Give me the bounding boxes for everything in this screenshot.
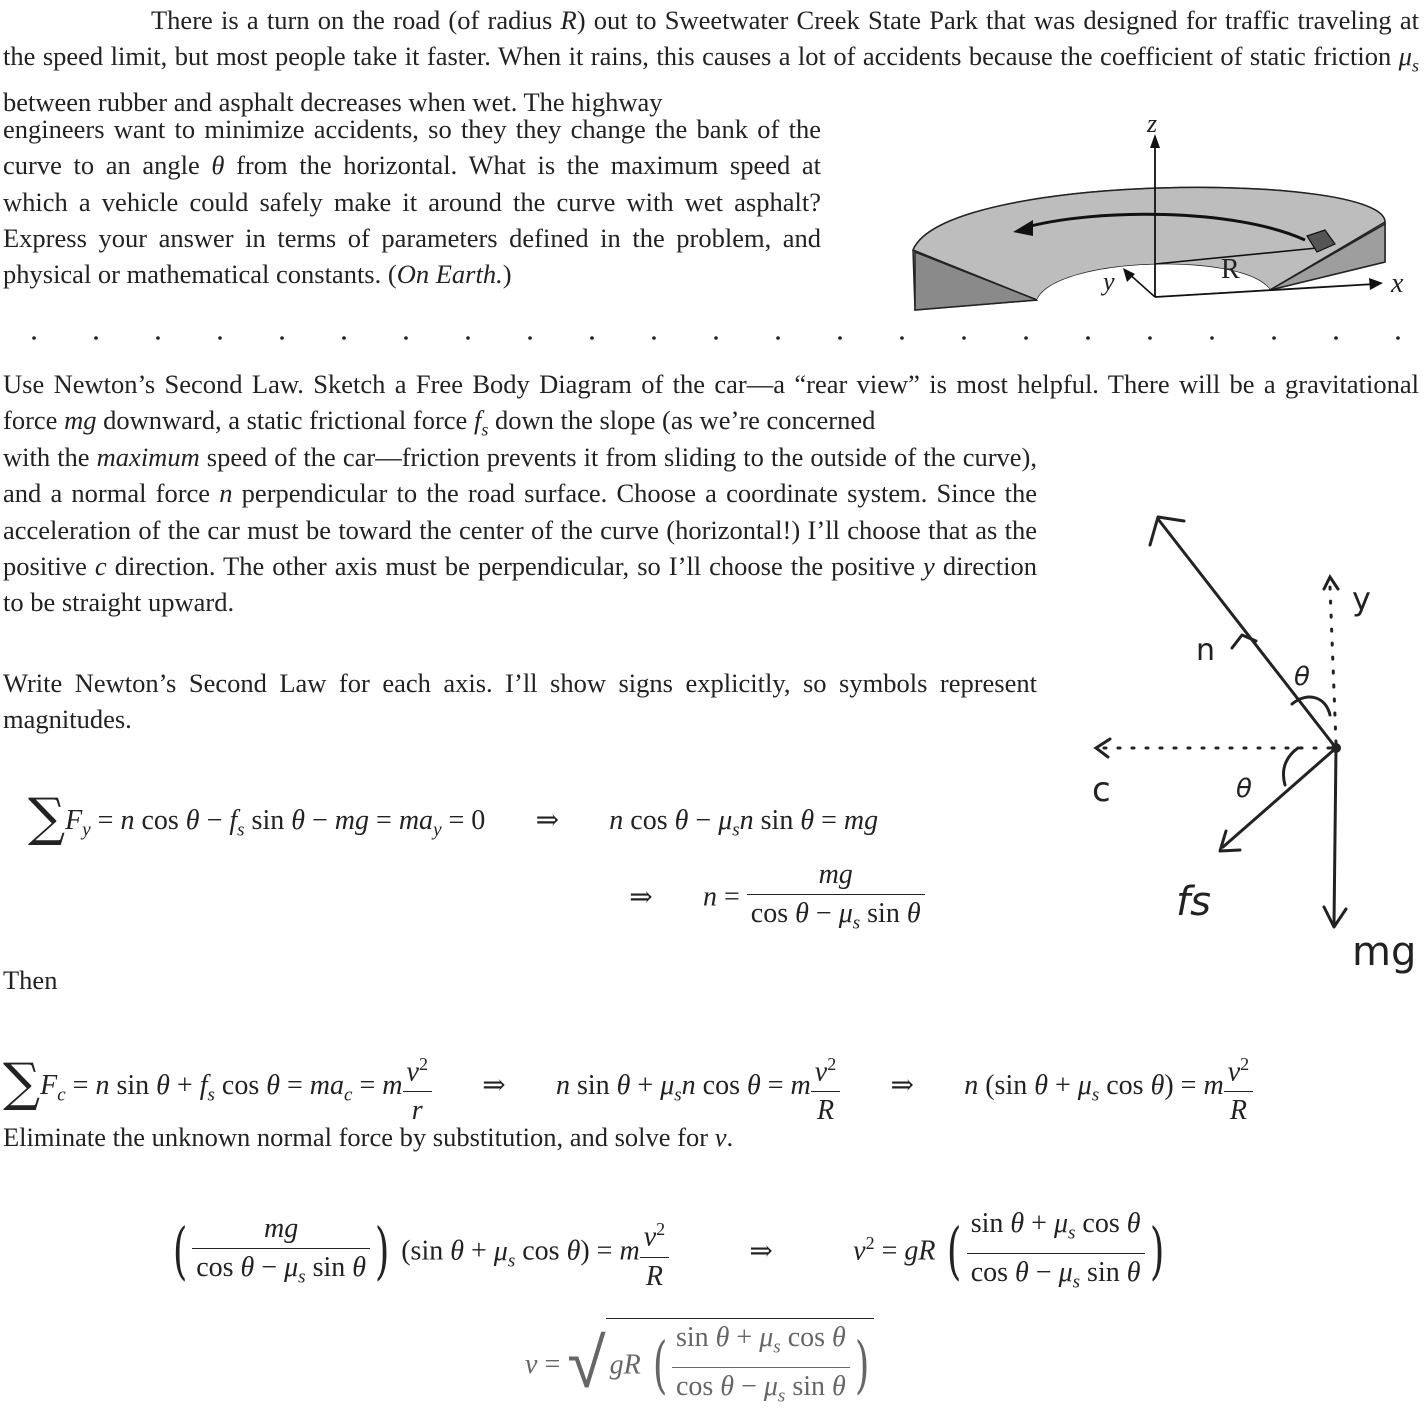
problem-line2: engineers want to minimize accidents, so they they change the bank of the curve to an angle θ from the horizontal. What is the maximum speed at which a vehicle could safely make it around the curve with wet asphalt? Express your answer in terms of parameters defined in the problem, and physical or mathematical constants. (On Earth.) — [3, 114, 821, 290]
banked-road-figure — [905, 112, 1410, 322]
equation-normal-force: ⇒ n = $\frac{mg}{\cos \theta - \mu_s \sin \theta}$ — [586, 856, 925, 943]
section-separator — [3, 318, 1419, 348]
fbd-label-theta-top: θ — [1294, 662, 1310, 692]
solution-para2: Write Newton’s Second Law for each axis. I’ll show signs explicitly, so symbols represent magnitudes. — [3, 668, 1037, 735]
fbd-label-c: c — [1092, 770, 1111, 810]
solution-para1-full: Use Newton’s Second Law. Sketch a Free Body Diagram of the car—a “rear view” is most helpful. There will be a gravitational force mg downward, a static frictional force $f_s$ down the slope (as we’re concerned — [3, 369, 1419, 440]
fbd-label-theta-bottom: θ — [1236, 774, 1252, 804]
road-label-x: x — [1391, 268, 1404, 299]
equation-sum-fy: $\sum F_y = n$ $\cos \theta - f_s$ sin θ − mg = $ma_y = 0$ ⇒ n $\cos \theta - \mu_sn$ sin θ = mg — [28, 788, 879, 848]
equation-final-answer: v = √ gR ( $\frac{\sin \theta + \mu_s \cos \theta}{\cos \theta - \mu_s \sin \theta}$ ) — [525, 1318, 874, 1415]
fbd-label-fs: fs — [1176, 879, 1211, 925]
equation-sum-fc: $\sum F_c = n$ $\sin \theta + f_s$ $\cos \theta = ma_c = m$ $\frac{v^2}{r}$ ⇒ n $\sin \theta + \mu_sn$ cos θ = m $\frac{v^2}{R}$ ⇒ n (sin $\theta + \mu_s$ cos θ) = m $\frac{v^2}{R}$ — [3, 1045, 1253, 1130]
fbd-label-y: y — [1352, 580, 1371, 618]
fbd-label-mg: mg — [1352, 929, 1417, 975]
road-label-R: R — [1221, 254, 1240, 285]
problem-line1: There is a turn on the road (of radius R) out to Sweetwater Creek State Park that was designed for traffic traveling at the speed limit, but most people take it faster. When it rains, this causes a lot of accidents because the coefficient of static friction $\mu_s$ between rubber and asphalt decreases when wet. The highway — [3, 5, 1419, 117]
equation-substitution: ( $\frac{mg}{\cos \theta - \mu_s \sin \theta}$ ) (sin $\theta + \mu_s$ cos θ) = m $\frac{v^2}{R}$ ⇒ $v^2$ = gR ( $\frac{\sin \theta + \mu_s \cos \theta}{\cos \theta - \mu_s \sin \theta}$ ) — [168, 1205, 1169, 1301]
solution-then: Then — [3, 965, 58, 995]
road-label-y: y — [1103, 267, 1115, 296]
solution-para1-rest: with the maximum speed of the car—friction prevents it from sliding to the outside of the curve), and a normal force n perpendicular to the road surface. Choose a coordinate system. Since the acceleration of the car must be toward the center of the curve (horizontal!) I’ll choose that as the positive c direction. The other axis must be perpendicular, so I’ll choose the positive y direction to be straight upward. — [3, 442, 1038, 618]
free-body-diagram — [1080, 505, 1424, 995]
road-label-z: z — [1147, 112, 1158, 138]
fbd-label-n: n — [1196, 633, 1216, 668]
solution-eliminate: Eliminate the unknown normal force by substitution, and solve for v. — [3, 1122, 734, 1152]
